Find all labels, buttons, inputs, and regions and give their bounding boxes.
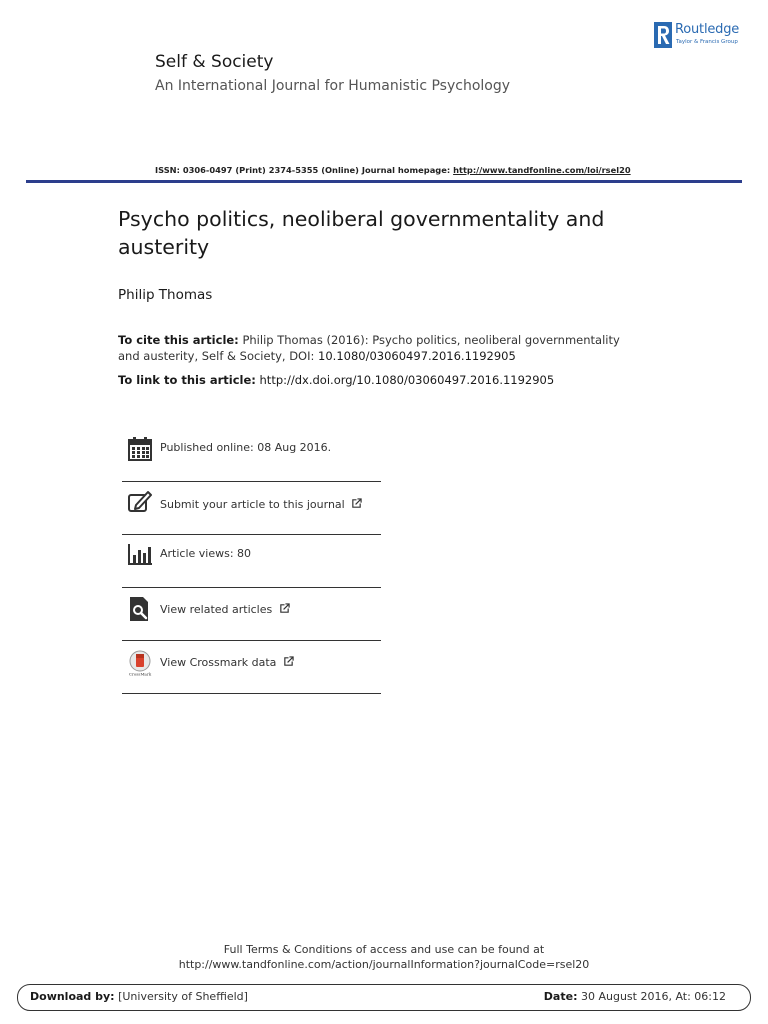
article-link-label: To link to this article: xyxy=(118,373,256,387)
external-link-icon xyxy=(283,656,294,667)
routledge-logo xyxy=(654,20,754,50)
crossmark-link[interactable] xyxy=(160,656,294,669)
publisher-tagline: Taylor & Francis Group xyxy=(676,39,738,45)
article-info-list xyxy=(122,426,381,694)
terms-url[interactable]: http://www.tandfonline.com/action/journalInformation?journalCode=rsel20 xyxy=(178,958,590,971)
publisher-name: Routledge xyxy=(675,22,740,37)
download-date-label: Date: xyxy=(543,990,578,1003)
terms-line: Full Terms & Conditions of access and use can be found at xyxy=(223,943,545,956)
doi-link[interactable]: 10.1080/03060497.2016.1192905 xyxy=(318,349,516,363)
published-online-label: Published online: 08 Aug 2016. xyxy=(160,441,332,454)
article-link-block xyxy=(118,373,554,387)
routledge-r-icon xyxy=(654,22,672,48)
citation-label: To cite this article: xyxy=(118,333,239,347)
download-by xyxy=(30,990,248,1003)
external-link-icon xyxy=(351,498,362,509)
crossmark-icon-text: CrossMark xyxy=(128,671,152,676)
related-articles-item[interactable] xyxy=(122,588,381,641)
article-link[interactable]: http://dx.doi.org/10.1080/03060497.2016.1192905 xyxy=(259,373,555,387)
journal-subtitle: An International Journal for Humanistic Psychology xyxy=(155,78,511,94)
download-date xyxy=(544,990,726,1003)
journal-title: Self & Society xyxy=(155,52,274,72)
crossmark-icon xyxy=(127,650,153,676)
submit-article-item[interactable] xyxy=(122,482,381,535)
journal-homepage-link[interactable]: http://www.tandfonline.com/loi/rsel20 xyxy=(453,165,631,175)
article-author: Philip Thomas xyxy=(118,287,213,303)
document-search-icon xyxy=(127,596,153,622)
related-articles-label: View related articles xyxy=(160,603,273,616)
submit-article-label: Submit your article to this journal xyxy=(160,498,345,511)
download-date-value: 30 August 2016, At: 06:12 xyxy=(580,990,726,1003)
terms-block xyxy=(0,942,768,972)
edit-icon xyxy=(127,489,153,515)
citation-block xyxy=(118,332,638,364)
citation-text: Philip Thomas (2016): Psycho politics, neoliberal governmentality and austerity, Self & Society, DOI: xyxy=(118,333,620,363)
article-views-item xyxy=(122,535,381,588)
issn-line xyxy=(155,165,631,175)
calendar-icon xyxy=(127,436,153,462)
crossmark-item[interactable] xyxy=(122,641,381,694)
submit-article-link[interactable] xyxy=(160,498,362,511)
issn-text: ISSN: 0306-0497 (Print) 2374-5355 (Online) Journal homepage: xyxy=(155,165,451,175)
download-by-value: [University of Sheffield] xyxy=(118,990,248,1003)
published-online-item xyxy=(122,426,381,482)
download-info-bar xyxy=(17,984,751,1011)
header-divider xyxy=(26,180,742,183)
crossmark-label: View Crossmark data xyxy=(160,656,277,669)
download-by-label: Download by: xyxy=(30,990,115,1003)
article-views-label: Article views: 80 xyxy=(160,547,252,560)
external-link-icon xyxy=(279,603,290,614)
article-title: Psycho politics, neoliberal governmentality and austerity xyxy=(118,207,605,259)
related-articles-link[interactable] xyxy=(160,603,290,616)
bar-chart-icon xyxy=(127,541,153,567)
